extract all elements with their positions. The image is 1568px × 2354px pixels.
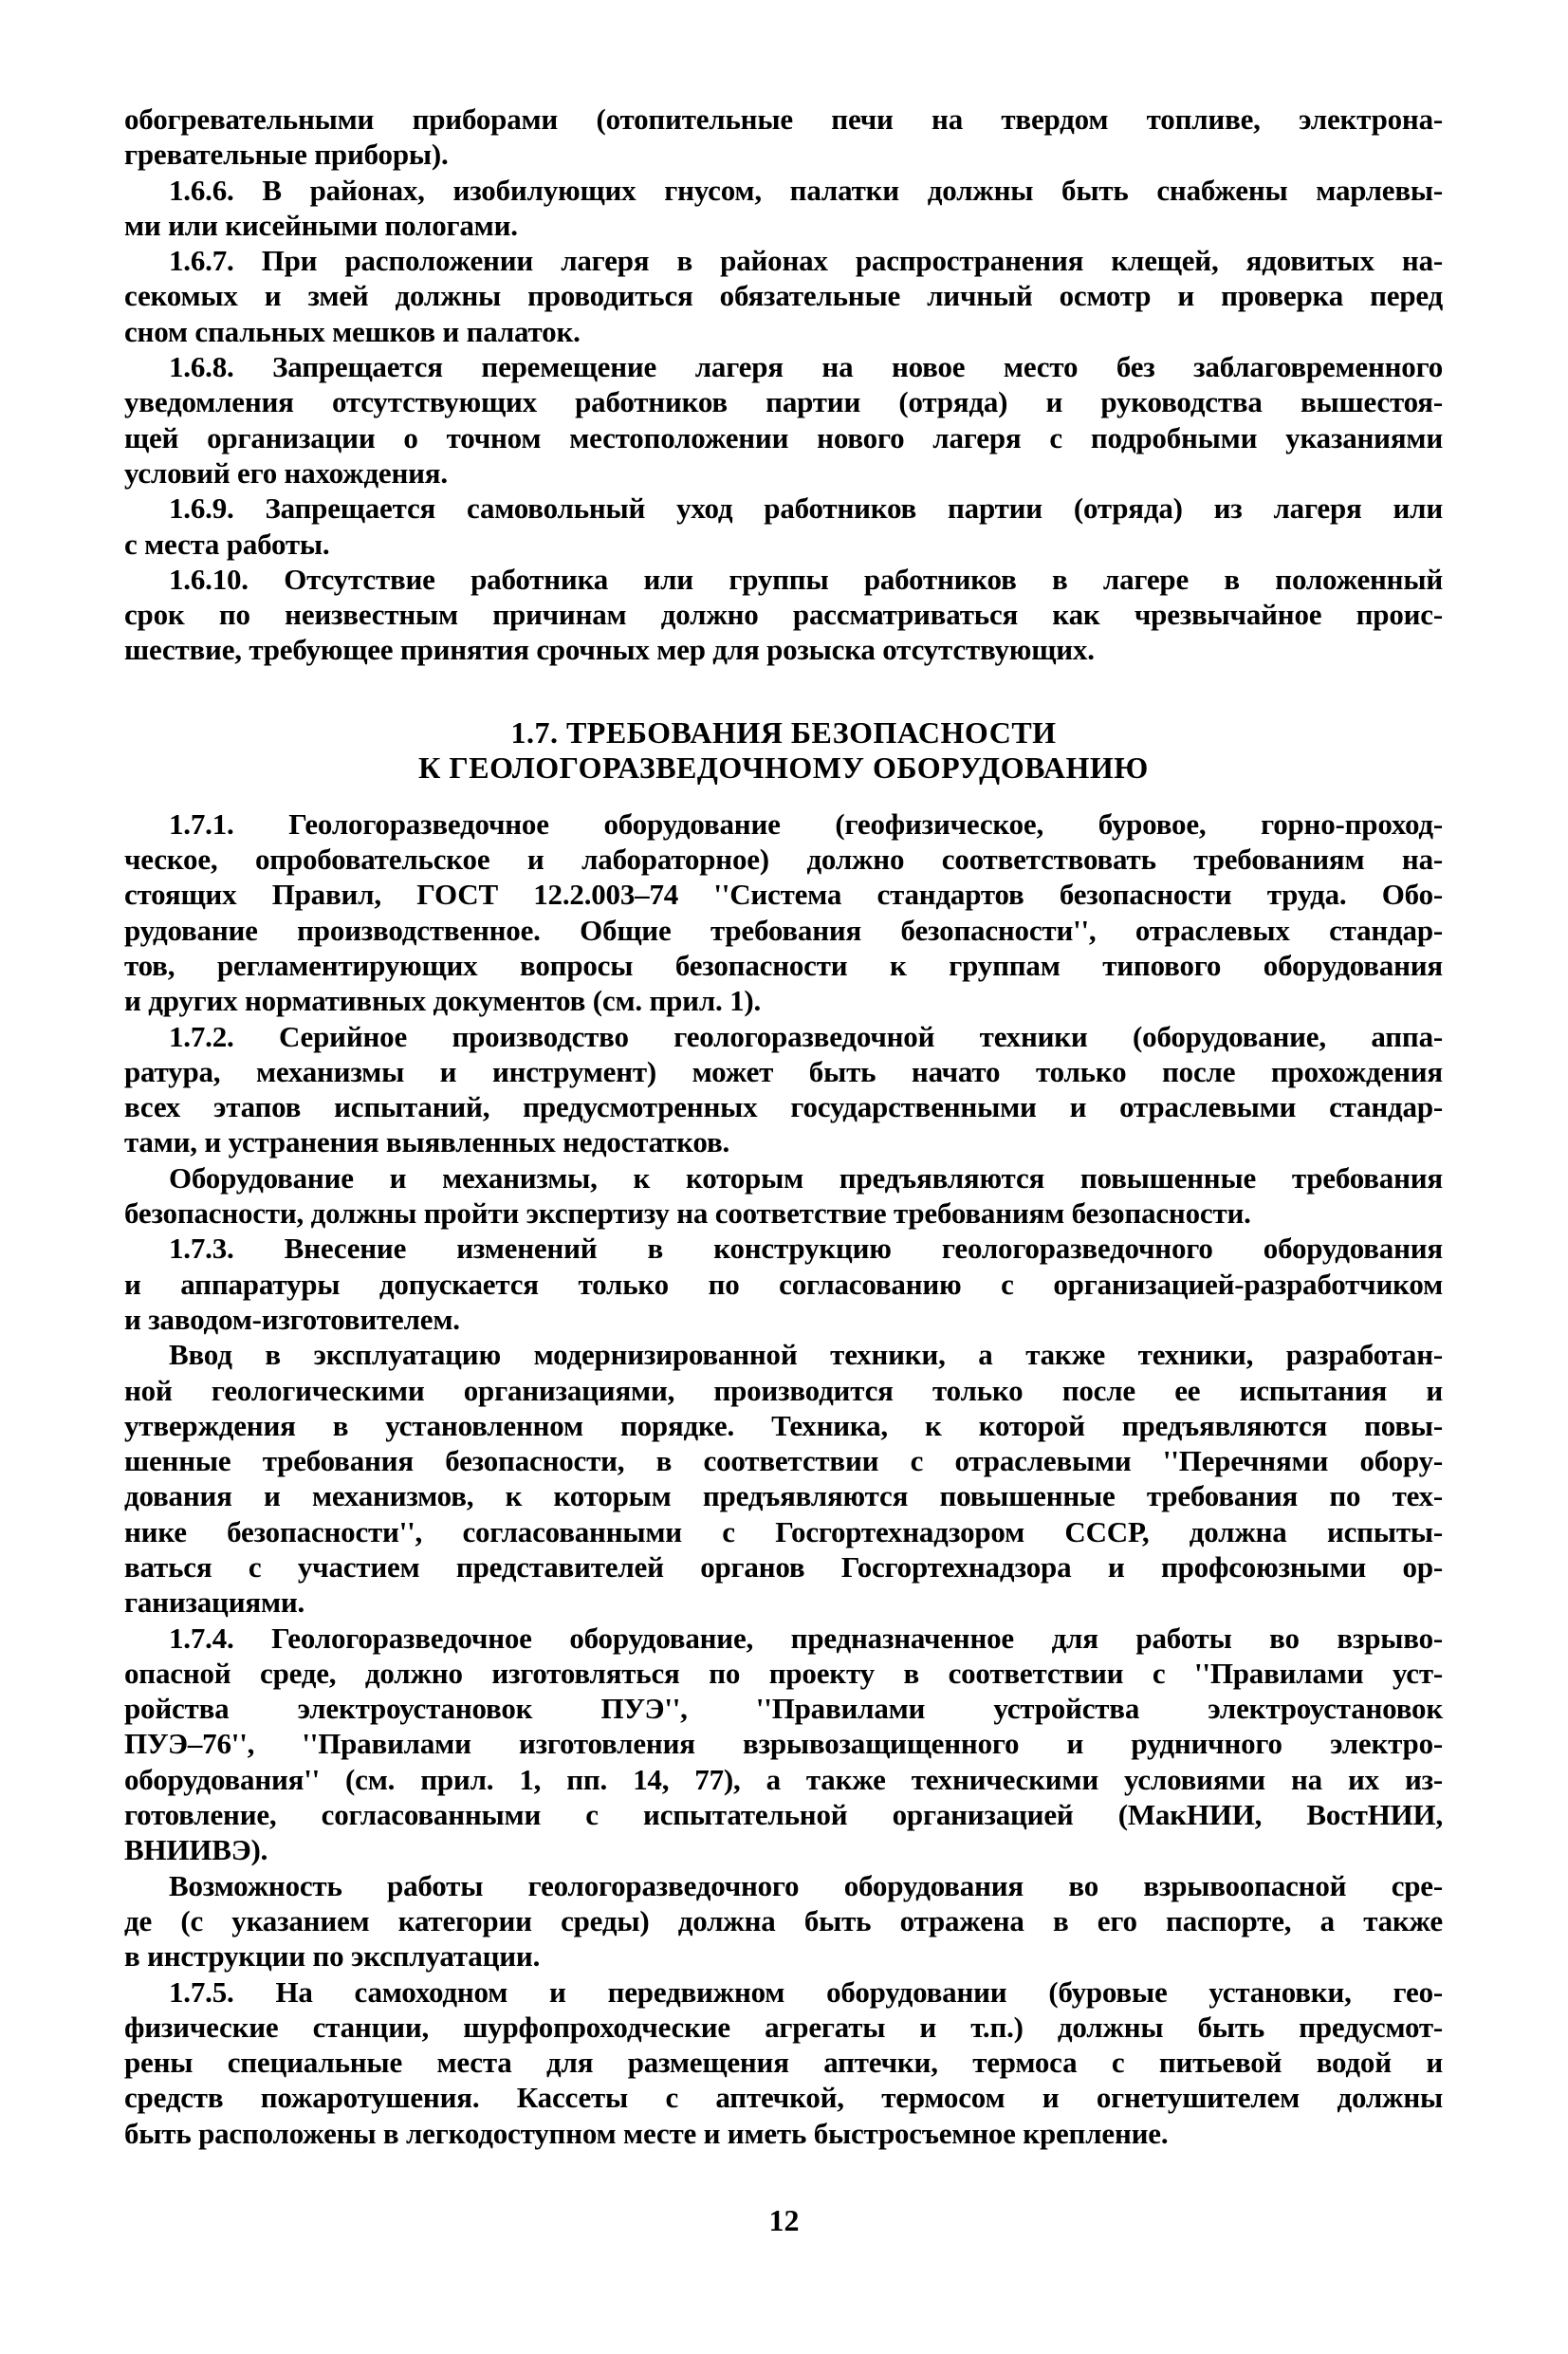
text-line: сном спальных мешков и палаток. bbox=[124, 314, 581, 348]
paragraph bbox=[124, 1337, 1443, 1620]
paragraph bbox=[124, 1868, 1443, 1974]
text-line: дования и механизмов, к которым предъявляются повышенные требования по тех- bbox=[124, 1479, 1443, 1513]
paragraph bbox=[124, 1231, 1443, 1337]
paragraph bbox=[124, 173, 1443, 244]
text-line: опасной среде, должно изготовляться по проекту в соответствии с ''Правилами уст- bbox=[124, 1656, 1443, 1690]
text-line: всех этапов испытаний, предусмотренных государственными и отраслевыми стандар- bbox=[124, 1090, 1443, 1124]
text-line: срок по неизвестным причинам должно рассматриваться как чрезвычайное проис- bbox=[124, 598, 1443, 632]
text-line: средств пожаротушения. Кассеты с аптечкой, термосом и огнетушителем должны bbox=[124, 2081, 1443, 2115]
text-line: тов, регламентирующих вопросы безопасности к группам типового оборудования bbox=[124, 948, 1443, 982]
text-line: ВНИИВЭ). bbox=[124, 1833, 268, 1867]
text-line: оборудования'' (см. прил. 1, пп. 14, 77), а также техническими условиями на их из- bbox=[124, 1762, 1443, 1796]
text-line: рены специальные места для размещения аптечки, термоса с питьевой водой и bbox=[124, 2046, 1443, 2080]
text-line: тами, и устранения выявленных недостатков. bbox=[124, 1125, 730, 1159]
text-line: обогревательными приборами (отопительные печи на твердом топливе, электрона- bbox=[124, 102, 1443, 136]
text-line: ваться с участием представителей органов Госгортехнадзора и профсоюзными ор- bbox=[124, 1549, 1443, 1584]
text-line: безопасности, должны пройти экспертизу на соответствие требованиям безопасности. bbox=[124, 1196, 1251, 1231]
text-line: быть расположены в легкодоступном месте и иметь быстросъемное крепление. bbox=[124, 2116, 1169, 2150]
paragraph bbox=[124, 806, 1443, 1019]
text-line: де (с указанием категории среды) должна быть отражена в его паспорте, а также bbox=[124, 1903, 1443, 1937]
text-line: готовление, согласованными с испытательной организацией (МакНИИ, ВостНИИ, bbox=[124, 1798, 1443, 1832]
paragraph bbox=[124, 1621, 1443, 1868]
text-line: рудование производственное. Общие требования безопасности'', отраслевых стандар- bbox=[124, 913, 1443, 947]
text-line: нике безопасности'', согласованными с Госгортехнадзором СССР, должна испыты- bbox=[124, 1514, 1443, 1548]
page-number: 12 bbox=[768, 2203, 800, 2237]
paragraph bbox=[124, 102, 1443, 173]
page-body bbox=[124, 102, 1443, 2151]
text-line: 1.7.4. Геологоразведочное оборудование, предназначенное для работы во взрыво- bbox=[169, 1621, 1443, 1655]
text-line: ной геологическими организациями, производится только после ее испытания и bbox=[124, 1373, 1443, 1407]
section-heading bbox=[124, 715, 1443, 786]
text-line: секомых и змей должны проводиться обязательные личный осмотр и проверка перед bbox=[124, 279, 1443, 313]
text-line: 1.7.2. Серийное производство геологоразведочной техники (оборудование, аппа- bbox=[169, 1019, 1443, 1053]
text-line: и других нормативных документов (см. прил. 1). bbox=[124, 984, 762, 1018]
section-1-6-continuation bbox=[124, 102, 1443, 668]
text-line: Оборудование и механизмы, к которым предъявляются повышенные требования bbox=[169, 1160, 1443, 1195]
text-line: 1.6.7. При расположении лагеря в районах распространения клещей, ядовитых на- bbox=[169, 244, 1443, 278]
text-line: 1.6.10. Отсутствие работника или группы работников в лагере в положенный bbox=[169, 562, 1443, 596]
text-line: шенные требования безопасности, в соответствии с отраслевыми ''Перечнями обору- bbox=[124, 1444, 1443, 1478]
paragraph bbox=[124, 491, 1443, 562]
text-line: уведомления отсутствующих работников партии (отряда) и руководства вышестоя- bbox=[124, 385, 1443, 419]
paragraph bbox=[124, 1019, 1443, 1160]
text-line: 1.7.1. Геологоразведочное оборудование (геофизическое, буровое, горно-проход- bbox=[169, 806, 1443, 841]
text-line: щей организации о точном местоположении нового лагеря с подробными указаниями bbox=[124, 420, 1443, 454]
text-line: гревательные приборы). bbox=[124, 138, 449, 172]
text-line: 1.6.9. Запрещается самовольный уход работников партии (отряда) из лагеря или bbox=[169, 491, 1443, 526]
text-line: 1.6.8. Запрещается перемещение лагеря на новое место без заблаговременного bbox=[169, 350, 1443, 384]
paragraph bbox=[124, 1160, 1443, 1232]
text-line: в инструкции по эксплуатации. bbox=[124, 1939, 541, 1974]
paragraph bbox=[124, 243, 1443, 349]
text-line: утверждения в установленном порядке. Техника, к которой предъявляются повы- bbox=[124, 1408, 1443, 1442]
text-line: и заводом-изготовителем. bbox=[124, 1302, 460, 1336]
text-line: ми или кисейными пологами. bbox=[124, 208, 518, 242]
heading-line-1: 1.7. ТРЕБОВАНИЯ БЕЗОПАСНОСТИ bbox=[510, 714, 1057, 750]
text-line: Возможность работы геологоразведочного оборудования во взрывоопасной сре- bbox=[169, 1868, 1443, 1902]
section-1-7-body bbox=[124, 806, 1443, 2151]
text-line: ческое, опробовательское и лабораторное) должно соответствовать требованиям на- bbox=[124, 843, 1443, 877]
text-line: условий его нахождения. bbox=[124, 455, 448, 490]
text-line: ратура, механизмы и инструмент) может быть начато только после прохождения bbox=[124, 1054, 1443, 1088]
text-line: 1.7.3. Внесение изменений в конструкцию геологоразведочного оборудования bbox=[169, 1232, 1443, 1266]
text-line: 1.6.6. В районах, изобилующих гнусом, палатки должны быть снабжены марлевы- bbox=[169, 173, 1443, 207]
text-line: стоящих Правил, ГОСТ 12.2.003–74 ''Система стандартов безопасности труда. Обо- bbox=[124, 878, 1443, 912]
paragraph bbox=[124, 562, 1443, 668]
text-line: ройства электроустановок ПУЭ'', ''Правилами устройства электроустановок bbox=[124, 1692, 1443, 1726]
text-line: 1.7.5. На самоходном и передвижном оборудовании (буровые установки, гео- bbox=[169, 1974, 1443, 2009]
text-line: шествие, требующее принятия срочных мер для розыска отсутствующих. bbox=[124, 633, 1095, 667]
text-line: Ввод в эксплуатацию модернизированной техники, а также техники, разработан- bbox=[169, 1338, 1443, 1372]
text-line: ганизациями. bbox=[124, 1585, 305, 1620]
paragraph bbox=[124, 349, 1443, 491]
text-line: ПУЭ–76'', ''Правилами изготовления взрывозащищенного и рудничного электро- bbox=[124, 1727, 1443, 1761]
heading-line-2: К ГЕОЛОГОРАЗВЕДОЧНОМУ ОБОРУДОВАНИЮ bbox=[418, 750, 1149, 785]
text-line: физические станции, шурфопроходческие агрегаты и т.п.) должны быть предусмот- bbox=[124, 2010, 1443, 2044]
paragraph bbox=[124, 1974, 1443, 2151]
text-line: с места работы. bbox=[124, 527, 330, 561]
text-line: и аппаратуры допускается только по согласованию с организацией-разработчиком bbox=[124, 1267, 1443, 1301]
